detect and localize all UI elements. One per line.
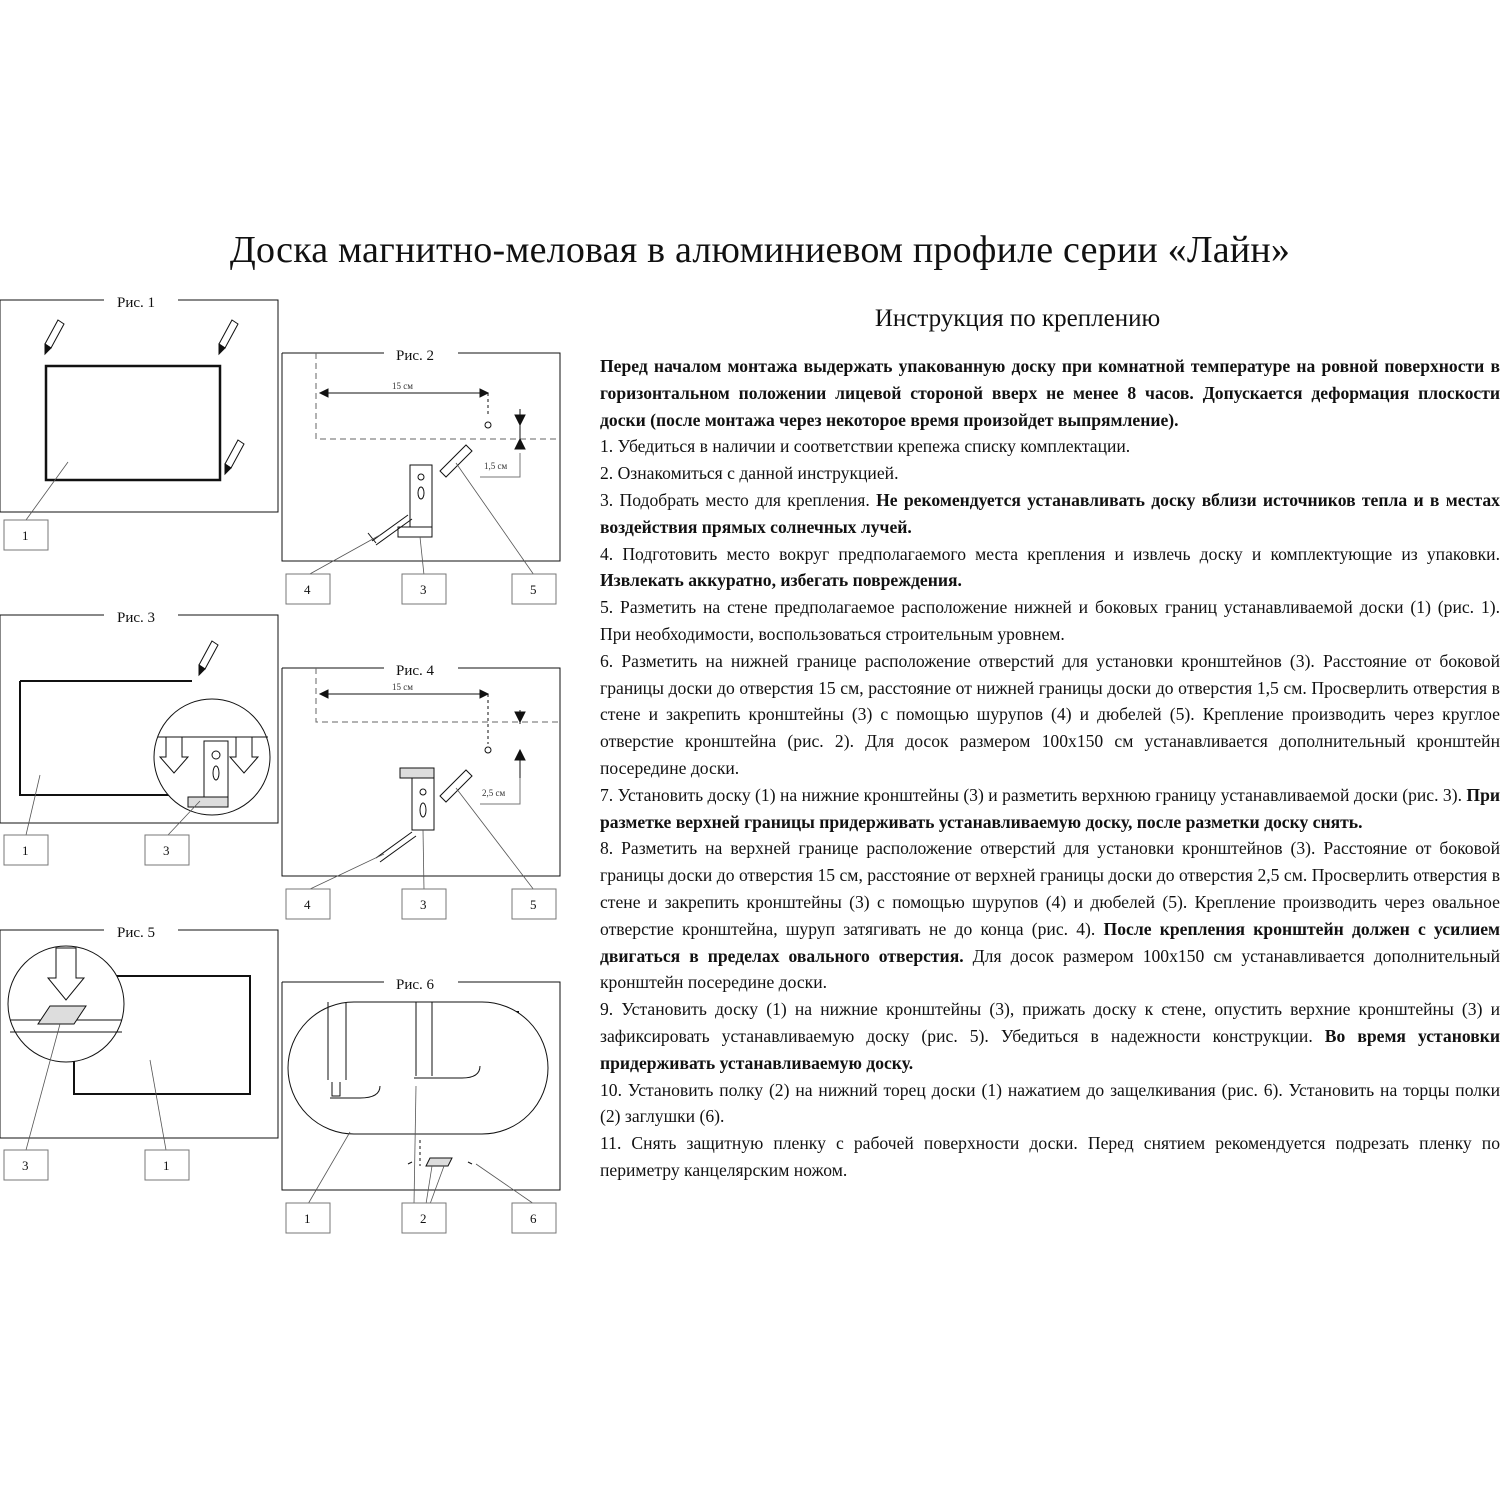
step-1-text: 1. Убедиться в наличии и соответствии крепежа списку комплектации.: [600, 436, 1131, 457]
step-2-text: 2. Ознакомиться с данной инструкцией.: [600, 463, 899, 484]
instruction-steps: [600, 353, 1500, 1184]
callout-number: 4: [304, 582, 311, 597]
step-4: [600, 541, 1500, 595]
figure-5-label: Рис. 5: [117, 925, 156, 941]
step-9-bold: Во время установки придерживать устанавливаемую доску.: [600, 1025, 1500, 1073]
dowel-icon: [440, 770, 472, 802]
dimension-horizontal: 15 см: [392, 682, 413, 692]
figure-6-label: Рис. 6: [396, 977, 435, 993]
step-4-text: 4. Подготовить место вокруг предполагаемого места крепления и извлечь доску и комплектующие из упаковки.: [600, 543, 1500, 564]
callout-number: 3: [22, 1158, 29, 1173]
figure-3: [0, 605, 280, 870]
document-title: Доска магнитно-меловая в алюминиевом профиле серии «Лайн»: [229, 229, 1291, 271]
instruction-subtitle: Инструкция по креплению: [874, 305, 1161, 332]
callout-number: 5: [530, 897, 537, 912]
step-9-text: 9. Установить доску (1) на нижние кронштейны (3), прижать доску к стене, опустить верхние кронштейны (3) и зафиксировать устанавливаемую доску (рис. 5). Убедиться в надежности конструкции.: [600, 999, 1500, 1046]
step-intro: [600, 353, 1500, 433]
screw-icon: [376, 832, 416, 862]
step-6-text: 6. Разметить на нижней границе расположение отверстий для установки кронштейнов (3). Расстояние от боковой границы доски до отверстия 15 см, расстояние от нижней границы доски до отверстия 1,5 см. Просверлить отверстия в стене и закрепить кронштейны (3) с помощью шурупов (4) и дюбелей (5). Крепление производить через круглое отверстие кронштейна (рис. 2). Для досок размером 100х150 см устанавливается дополнительный кронштейн посередине доски.: [600, 650, 1500, 778]
bracket-icon: [412, 778, 434, 830]
figure-4-label: Рис. 4: [396, 663, 435, 679]
callout-number: 1: [163, 1158, 170, 1173]
step-3: [600, 487, 1500, 541]
step-8-tail: Для досок размером 100х150 см устанавливается дополнительный кронштейн посередине доски.: [600, 945, 1500, 993]
step-7: [600, 782, 1500, 836]
figure-1: [0, 290, 280, 555]
dimension-horizontal: 15 см: [392, 381, 413, 391]
end-cap-icon: [426, 1158, 452, 1166]
step-3-bold: Не рекомендуется устанавливать доску вблизи источников тепла и в местах воздействия прямых солнечных лучей.: [600, 489, 1500, 537]
step-2: [600, 460, 1500, 487]
step-8-bold: После крепления кронштейн должен с усилием двигаться в пределах овального отверстия.: [600, 918, 1500, 966]
callout-number: 1: [22, 528, 29, 543]
figure-5: [0, 920, 280, 1185]
step-5: [600, 594, 1500, 648]
figure-2: [280, 343, 565, 608]
callout-number: 3: [163, 843, 170, 858]
step-4-bold: Извлекать аккуратно, избегать повреждения.: [600, 570, 962, 591]
callout-number: 5: [530, 582, 537, 597]
step-3-text: 3. Подобрать место для крепления.: [600, 489, 877, 510]
callout-number: 2: [420, 1211, 427, 1226]
figure-3-label: Рис. 3: [117, 610, 156, 626]
step-7-bold: При разметке верхней границы придерживать устанавливаемую доску, после разметки доску снять.: [600, 784, 1500, 832]
step-11: [600, 1130, 1500, 1184]
step-7-text: 7. Установить доску (1) на нижние кронштейны (3) и разметить верхнюю границу устанавливаемой доски (рис. 3).: [600, 784, 1467, 805]
step-5-text: 5. Разметить на стене предполагаемое расположение нижней и боковых границ устанавливаемой доски (1) (рис. 1). При необходимости, воспользоваться строительным уровнем.: [600, 597, 1500, 644]
board-outline: [46, 366, 220, 480]
callout-number: 3: [420, 582, 427, 597]
figure-6: [280, 972, 565, 1237]
callout-number: 4: [304, 897, 311, 912]
pencil-icon: [45, 320, 64, 354]
detail-magnifier: [288, 1002, 548, 1134]
dowel-icon: [440, 445, 472, 477]
callout-number: 1: [304, 1211, 311, 1226]
screw-icon: [372, 515, 412, 545]
step-10: [600, 1077, 1500, 1131]
step-intro-bold: Перед началом монтажа выдержать упакованную доску при комнатной температуре на ровной поверхности в горизонтальном положении лицевой стороной вверх не менее 8 часов. Допускается деформация плоскости доски (после монтажа через некоторое время произойдет выпрямление).: [600, 356, 1500, 430]
step-1: [600, 433, 1500, 460]
step-6: [600, 648, 1500, 782]
step-8: [600, 835, 1500, 996]
pencil-icon: [219, 320, 238, 354]
dimension-vertical: 1,5 см: [484, 461, 508, 471]
dimension-vertical: 2,5 см: [482, 788, 506, 798]
callout-number: 6: [530, 1211, 537, 1226]
callout-number: 3: [420, 897, 427, 912]
callout-number: 1: [22, 843, 29, 858]
detail-magnifier: [8, 946, 124, 1062]
figure-4: [280, 658, 565, 923]
step-9: [600, 996, 1500, 1076]
pencil-icon: [225, 440, 244, 474]
figure-2-label: Рис. 2: [396, 348, 435, 364]
step-11-text: 11. Снять защитную пленку с рабочей поверхности доски. Перед снятием рекомендуется подрезать пленку по периметру канцелярским ножом.: [600, 1133, 1500, 1180]
figure-1-label: Рис. 1: [117, 295, 156, 311]
step-8-text: 8. Разметить на верхней границе расположение отверстий для установки кронштейнов (3). Расстояние от боковой границы доски до отверстия 15 см, расстояние от верхней границы доски до отверстия 2,5 см. Просверлить отверстия в стене и закрепить кронштейны (3) с помощью шурупов (4) и дюбелей (5). Крепление производить через овальное отверстие кронштейна, шуруп затягивать не до конца (рис. 4).: [600, 838, 1500, 939]
pencil-icon: [199, 641, 218, 675]
step-10-text: 10. Установить полку (2) на нижний торец доски (1) нажатием до защелкивания (рис. 6). Установить на торцы полки (2) заглушки (6).: [600, 1079, 1500, 1127]
